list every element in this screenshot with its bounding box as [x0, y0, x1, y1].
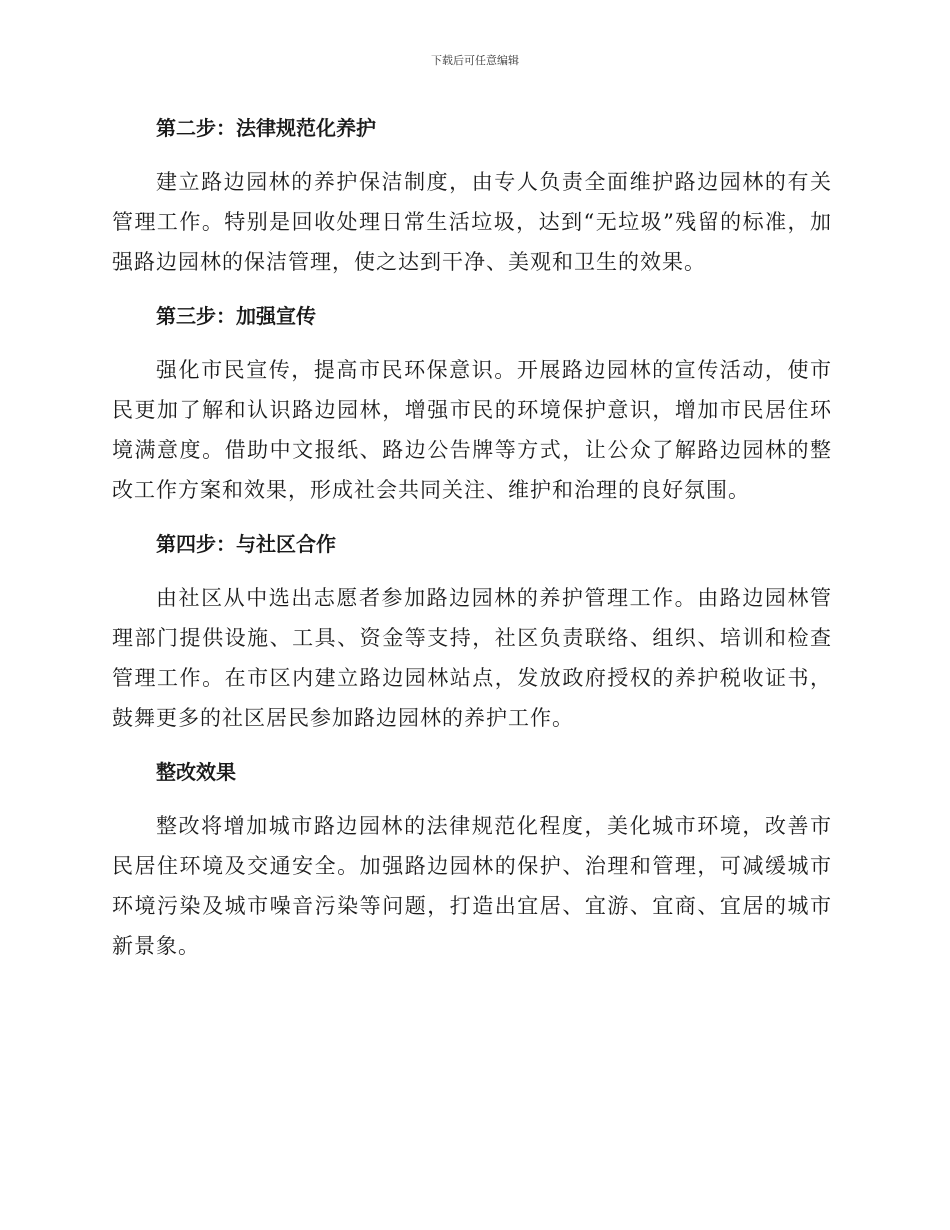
document-body: [112, 108, 832, 966]
section-heading-step-three: 第三步：加强宣传: [156, 304, 316, 328]
section-heading-results: 整改效果: [156, 760, 236, 784]
section-paragraph-step-three: 强化市民宣传，提高市民环保意识。开展路边园林的宣传活动，使市民更加了解和认识路边园林，增强市民的环境保护意识，增加市民居住环境满意度。借助中文报纸、路边公告牌等方式，让公众了解路边园林的整改工作方案和效果，形成社会共同关注、维护和治理的良好氛围。: [112, 358, 832, 502]
section-paragraph-results: 整改将增加城市路边园林的法律规范化程度，美化城市环境，改善市民居住环境及交通安全。加强路边园林的保护、治理和管理，可减缓城市环境污染及城市噪音污染等问题，打造出宜居、宜游、宜商、宜居的城市新景象。: [112, 814, 832, 958]
section-paragraph-step-two: 建立路边园林的养护保洁制度，由专人负责全面维护路边园林的有关管理工作。特别是回收处理日常生活垃圾，达到“无垃圾”残留的标准，加强路边园林的保洁管理，使之达到干净、美观和卫生的效果。: [112, 170, 832, 274]
page-header: 下载后可任意编辑: [431, 54, 519, 67]
section-paragraph-step-four: 由社区从中选出志愿者参加路边园林的养护管理工作。由路边园林管理部门提供设施、工具、资金等支持，社区负责联络、组织、培训和检查管理工作。在市区内建立路边园林站点，发放政府授权的养护税收证书，鼓舞更多的社区居民参加路边园林的养护工作。: [112, 586, 832, 730]
section-heading-step-four: 第四步：与社区合作: [156, 532, 336, 556]
section-heading-step-two: 第二步：法律规范化养护: [156, 116, 376, 140]
